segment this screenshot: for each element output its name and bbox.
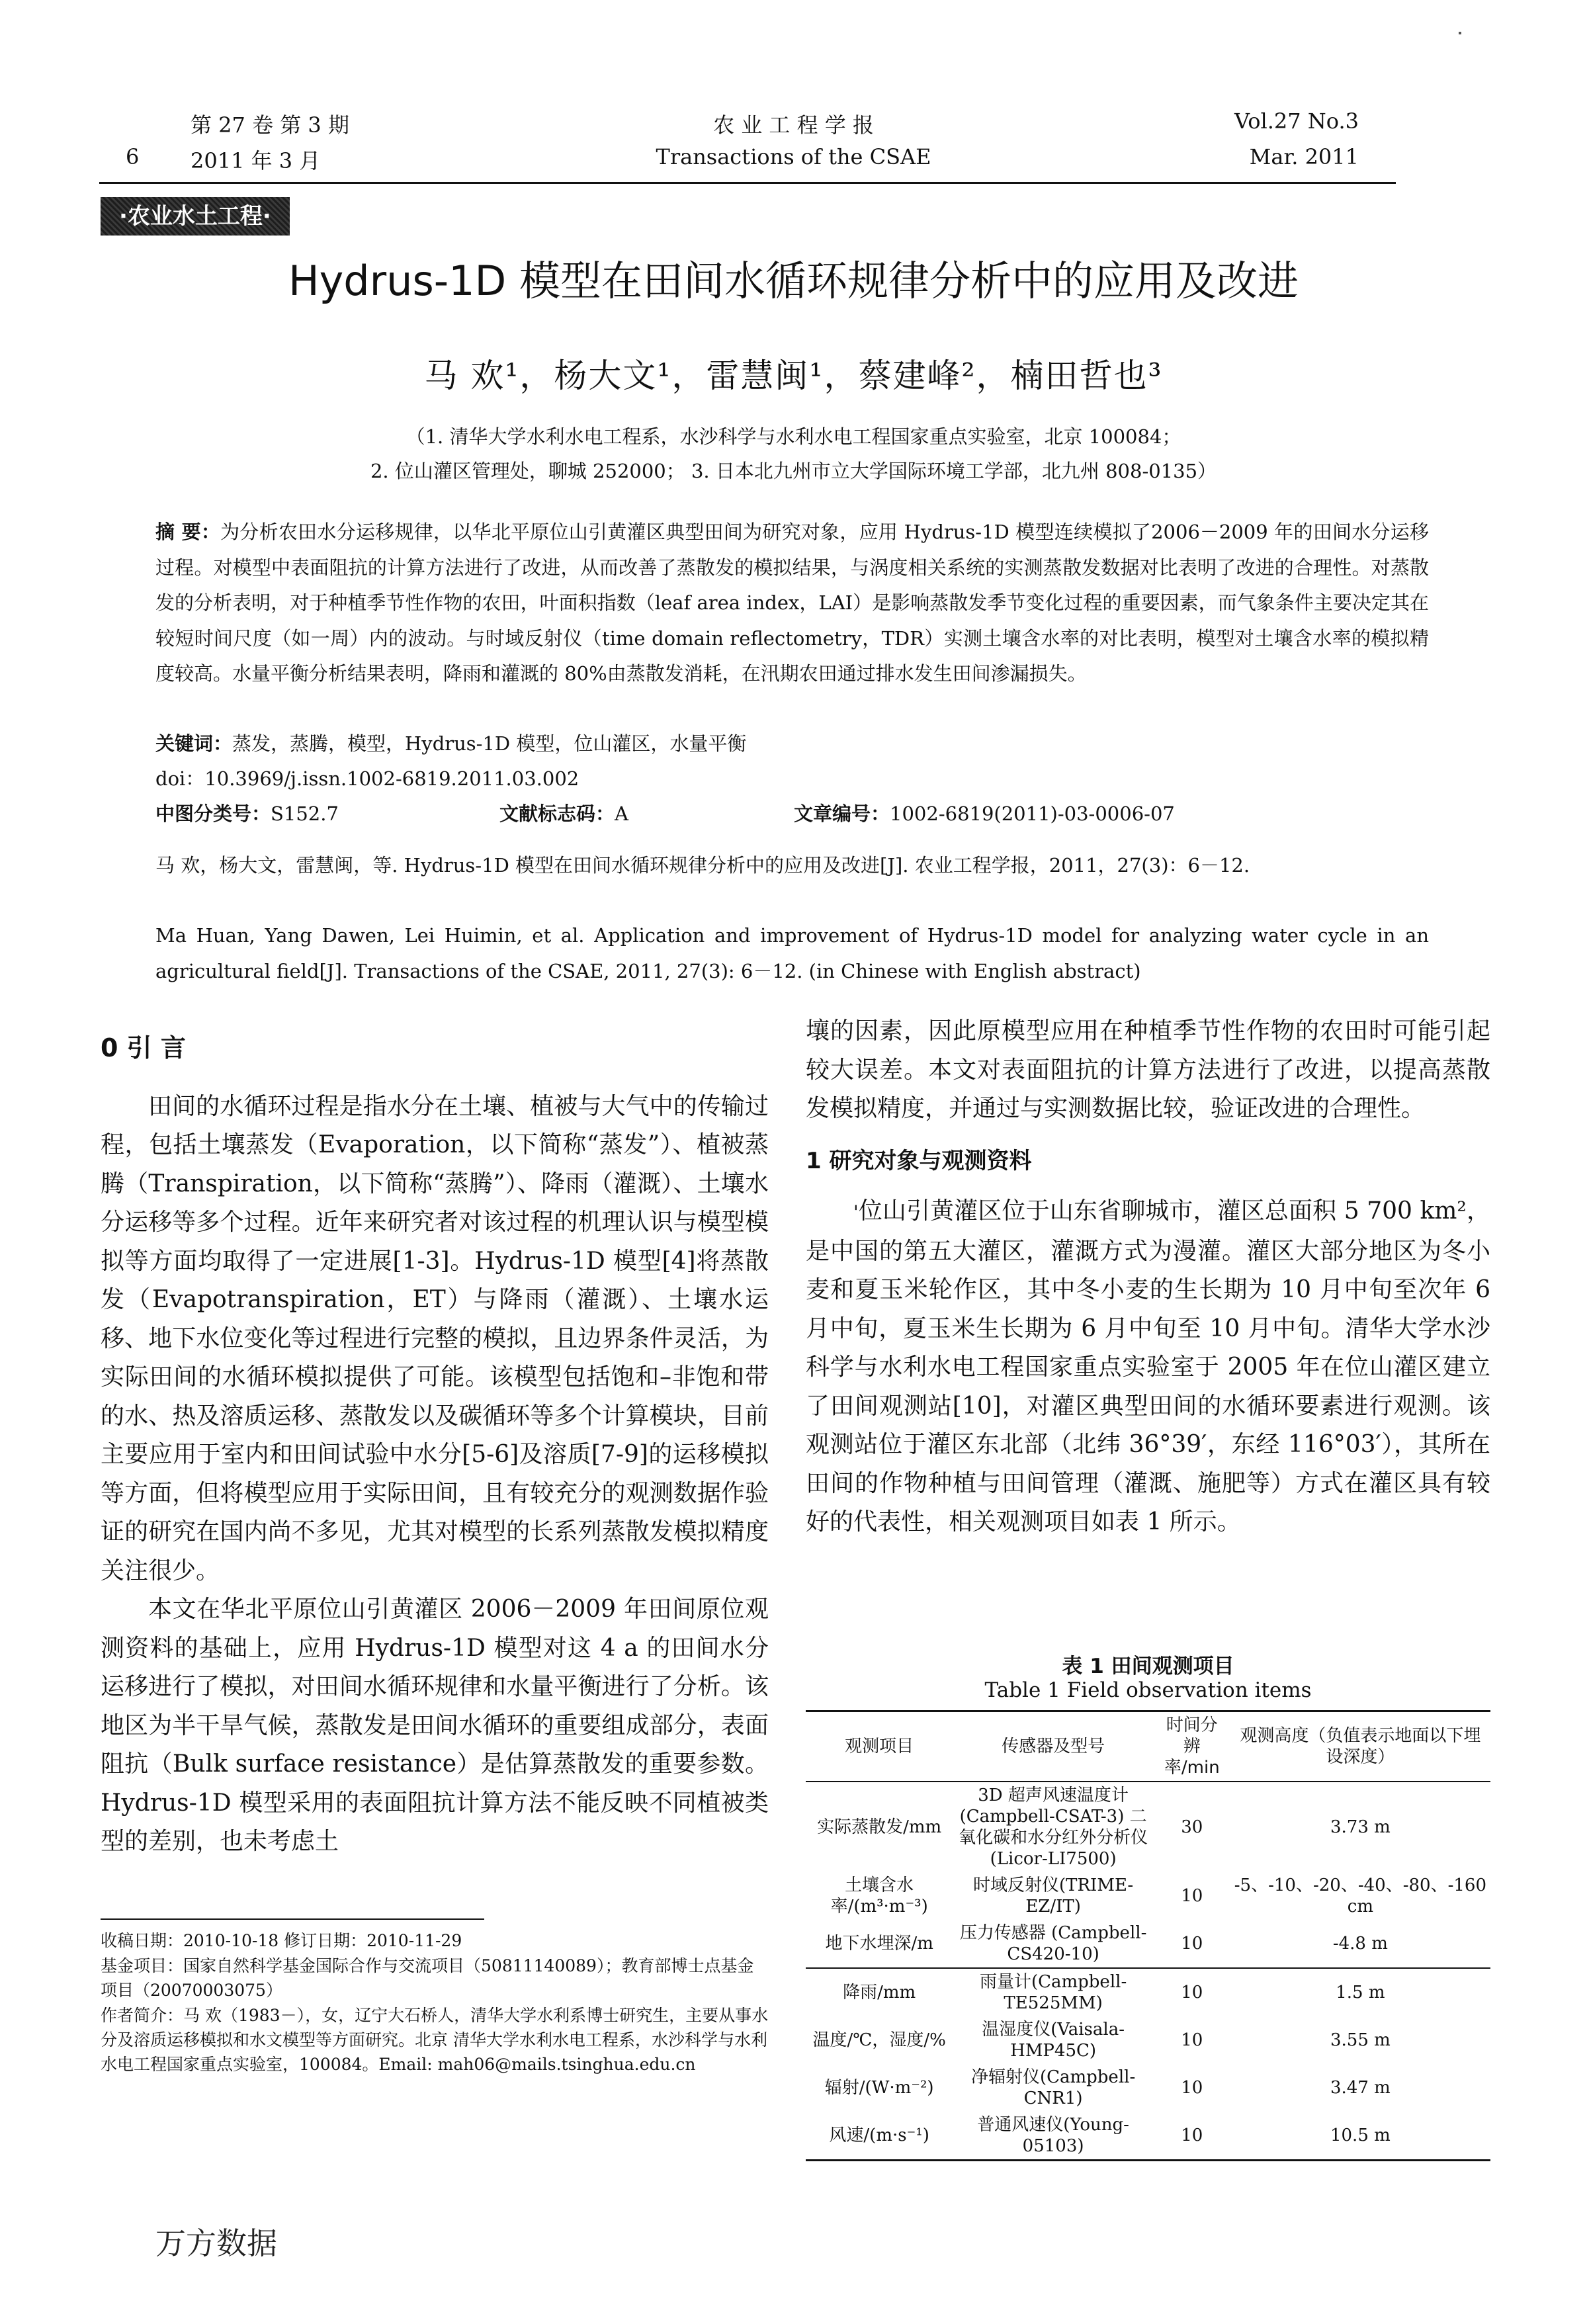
footnote-author: 作者简介：马 欢（1983－），女，辽宁大石桥人，清华大学水利系博士研究生，主要从事水分及溶质运移模拟和水文模型等方面研究。北京 清华大学水利水电工程系，水沙科学与水利水电工程国家重点实验室，100084。Email: mah06@mails.tsinghua.edu.cn: [101, 2006, 769, 2074]
table-cell: 辐射/(W·m⁻²): [824, 2078, 934, 2098]
table-header-cell: 观测项目: [845, 1737, 914, 1756]
footnote-rule: [101, 1918, 484, 1920]
table-cell: 3.55 m: [1330, 2030, 1391, 2050]
table-cell: 时域反射仪(TRIME-EZ/IT): [973, 1875, 1134, 1916]
affiliation-line-2: 2. 位山灌区管理处，聊城 252000； 3. 日本北九州市立大学国际环境工学部，北九州 808-0135）: [370, 460, 1217, 482]
page-number: 6: [126, 144, 140, 169]
table-cell: 10: [1181, 2126, 1203, 2145]
left-column: [101, 1029, 769, 1862]
table-cell: 10: [1181, 2030, 1203, 2050]
article-value: 1002-6819(2011)-03-0006-07: [890, 802, 1175, 825]
table-cell: 温湿度仪(Vaisala-HMP45C): [982, 2020, 1125, 2061]
clc-label: 中图分类号：: [155, 802, 271, 825]
table-cell: 雨量计(Campbell-TE525MM): [979, 1972, 1127, 2013]
table-cell: 10: [1181, 1983, 1203, 2002]
table-row: [806, 1872, 1490, 1920]
section-0-paragraph-3: 壤的因素，因此原模型应用在种植季节性作物的农田时可能引起较大误差。本文对表面阻抗的计算方法进行了改进，以提高蒸散发模拟精度，并通过与实测数据比较，验证改进的合理性。: [806, 1017, 1490, 1122]
header-rule: [99, 182, 1396, 184]
table-row: [806, 2064, 1490, 2112]
doc-label: 文献标志码：: [499, 802, 615, 825]
section-1-paragraph-1-text: 位山引黄灌区位于山东省聊城市，灌区总面积 5 700 km²，是中国的第五大灌区，灌溉方式为漫灌。灌区大部分地区为冬小麦和夏玉米轮作区，其中冬小麦的生长期为 10 月中旬至次年 6 月中旬，夏玉米生长期为 6 月中旬至 10 月中旬。清华大学水沙科学与水利水电工程国家重点实验室于 2005 年在位山灌区建立了田间观测站[10]，对灌区典型田间的水循环要素进行观测。该观测站位于灌区东北部（北纬 36°39′，东经 116°03′），其所在田间的作物种植与田间管理（灌溉、施肥等）方式在灌区具有较好的代表性，相关观测项目如表 1 所示。: [806, 1197, 1490, 1535]
table-header-row: [806, 1711, 1490, 1782]
table-cell: 风速/(m·s⁻¹): [829, 2126, 929, 2145]
article-label: 文章编号：: [794, 802, 890, 825]
table-cell: 净辐射仪(Campbell-CNR1): [970, 2067, 1136, 2108]
right-column: [806, 1012, 1490, 1542]
section-0-paragraph-2: 本文在华北平原位山引黄灌区 2006－2009 年田间原位观测资料的基础上，应用 Hydrus-1D 模型对这 4 a 的田间水分运移进行了模拟，对田间水循环规律和水量平衡进行了分析。该地区为半干旱气候，蒸散发是田间水循环的重要组成部分，表面阻抗（Bulk surface resistance）是估算蒸散发的重要参数。Hydrus-1D 模型采用的表面阻抗计算方法不能反映不同植被类型的差别，也未考虑土: [101, 1596, 769, 1855]
stray-mark: ': [853, 1201, 859, 1223]
section-0-heading: 0 引 言: [101, 1033, 186, 1062]
header-journal-en: Transactions of the CSAE: [656, 144, 931, 169]
table-row: [806, 1782, 1490, 1872]
table-cell: 30: [1181, 1817, 1203, 1837]
abstract: [155, 515, 1429, 692]
footnote-funding: 基金项目：国家自然科学基金国际合作与交流项目（50811140089）；教育部博士点基金项目（20070003075）: [101, 1956, 754, 2000]
citation-cn: 马 欢，杨大文，雷慧闽，等. Hydrus-1D 模型在田间水循环规律分析中的应用及改进[J]. 农业工程学报，2011，27(3)：6－12.: [155, 854, 1250, 877]
table-cell: 1.5 m: [1336, 1983, 1385, 2002]
table-cell: -4.8 m: [1332, 1934, 1388, 1954]
classification-clc: [155, 799, 339, 826]
table-header-cell: 传感器及型号: [1002, 1737, 1105, 1756]
affiliation-line-1: （1. 清华大学水利水电工程系，水沙科学与水利水电工程国家重点实验室，北京 100084；: [406, 425, 1181, 448]
citation-en: Ma Huan, Yang Dawen, Lei Huimin, et al. Application and improvement of Hydrus-1D model for analyzing water cycle in an agricultural field[J]. Transactions of the CSAE, 2011, 27(3): 6－12. (in Chinese with English abstract): [155, 924, 1429, 982]
header-journal-cn: 农 业 工 程 学 报: [713, 112, 874, 138]
table-cell: 实际蒸散发/mm: [817, 1817, 942, 1837]
column-tag: ·农业水土工程·: [101, 197, 290, 236]
header-volume-cn: 第 27 卷 第 3 期: [191, 112, 349, 138]
table-cell: 10: [1181, 2078, 1203, 2098]
abstract-label: 摘 要：: [155, 521, 221, 543]
table-cell: 3.73 m: [1330, 1817, 1391, 1837]
table-header-cell: 观测高度（负值表示地面以下埋设深度）: [1240, 1726, 1481, 1767]
table-cell: 土壤含水率/(m³·m⁻³): [830, 1875, 928, 1916]
table-cell: 3.47 m: [1330, 2078, 1391, 2098]
scan-speck: [1459, 32, 1461, 34]
section-1-paragraph-1: [806, 1192, 1490, 1542]
keywords-label: 关键词：: [155, 732, 233, 755]
table-cell: 地下水埋深/m: [825, 1934, 933, 1954]
table-cell: -5、-10、-20、-40、-80、-160 cm: [1234, 1875, 1486, 1916]
table-cell: 普通风速仪(Young-05103): [977, 2115, 1129, 2156]
classification-article: [794, 799, 1175, 826]
table-cell: 10.5 m: [1330, 2126, 1391, 2145]
clc-value: S152.7: [271, 802, 339, 825]
header-date-en: Mar. 2011: [1249, 144, 1359, 169]
table-row: [806, 1968, 1490, 2016]
table-cell: 温度/℃，湿度/%: [812, 2030, 946, 2050]
classification-doc: [499, 799, 628, 826]
table-header-cell: 时间分辨率/min: [1164, 1715, 1220, 1778]
table-caption-cn: 表 1 田间观测项目: [1062, 1655, 1234, 1678]
table-row: [806, 1920, 1490, 1968]
header-volume-en: Vol.27 No.3: [1234, 108, 1359, 134]
footnotes: [101, 1928, 769, 2077]
doc-value: A: [615, 802, 628, 825]
page-title: Hydrus-1D 模型在田间水循环规律分析中的应用及改进: [288, 257, 1299, 305]
section-0-paragraph-1: 田间的水循环过程是指水分在土壤、植被与大气中的传输过程，包括土壤蒸发（Evaporation，以下简称“蒸发”）、植被蒸腾（Transpiration，以下简称“蒸腾”）、降雨（灌溉）、土壤水分运移等多个过程。近年来研究者对该过程的机理认识与模型模拟等方面均取得了一定进展[1-3]。Hydrus-1D 模型[4]将蒸散发（Evapotranspiration，ET）与降雨（灌溉）、土壤水运移、地下水位变化等过程进行完整的模拟，且边界条件灵活，为实际田间的水循环模拟提供了可能。该模型包括饱和–非饱和带的水、热及溶质运移、蒸散发以及碳循环等多个计算模块，目前主要应用于室内和田间试验中水分[5-6]及溶质[7-9]的运移模拟等方面，但将模型应用于实际田间，且有较充分的观测数据作验证的研究在国内尚不多见，尤其对模型的长系列蒸散发模拟精度关注很少。: [101, 1092, 769, 1584]
table-cell: 降雨/mm: [843, 1983, 916, 2002]
table-cell: 10: [1181, 1934, 1203, 1954]
section-1-heading: 1 研究对象与观测资料: [806, 1147, 1032, 1174]
abstract-text: 为分析农田水分运移规律，以华北平原位山引黄灌区典型田间为研究对象，应用 Hydrus-1D 模型连续模拟了2006－2009 年的田间水分运移过程。对模型中表面阻抗的计算方法进行了改进，从而改善了蒸散发的模拟结果，与涡度相关系统的实测蒸散发数据对比表明了改进的合理性。对蒸散发的分析表明，对于种植季节性作物的农田，叶面积指数（leaf area index，LAI）是影响蒸散发季节变化过程的重要因素，而气象条件主要决定其在较短时间尺度（如一周）内的波动。与时域反射仪（time domain reflectometry，TDR）实测土壤含水率的对比表明，模型对土壤含水率的模拟精度较高。水量平衡分析结果表明，降雨和灌溉的 80%由蒸散发消耗，在汛期农田通过排水发生田间渗漏损失。: [155, 521, 1429, 685]
table-row: [806, 2112, 1490, 2161]
footnote-dates: 收稿日期：2010-10-18 修订日期：2010-11-29: [101, 1931, 462, 1950]
table-cell: 10: [1181, 1886, 1203, 1906]
keywords: [155, 729, 746, 756]
table-caption-en: Table 1 Field observation items: [984, 1678, 1312, 1702]
header-date-cn: 2011 年 3 月: [191, 148, 321, 173]
watermark: 万方数据: [155, 2225, 277, 2261]
table-cell: 压力传感器 (Campbell-CS420-10): [959, 1923, 1147, 1964]
table-row: [806, 2016, 1490, 2064]
authors: 马 欢¹，杨大文¹，雷慧闽¹，蔡建峰²，楠田哲也³: [424, 357, 1163, 395]
observation-table: [806, 1710, 1490, 2161]
table-cell: 3D 超声风速温度计 (Campbell-CSAT-3) 二氧化碳和水分红外分析仪 (Licor-LI7500): [959, 1786, 1148, 1869]
doi: doi：10.3969/j.issn.1002-6819.2011.03.002: [155, 767, 579, 790]
keywords-text: 蒸发，蒸腾，模型，Hydrus-1D 模型，位山灌区，水量平衡: [232, 732, 747, 755]
